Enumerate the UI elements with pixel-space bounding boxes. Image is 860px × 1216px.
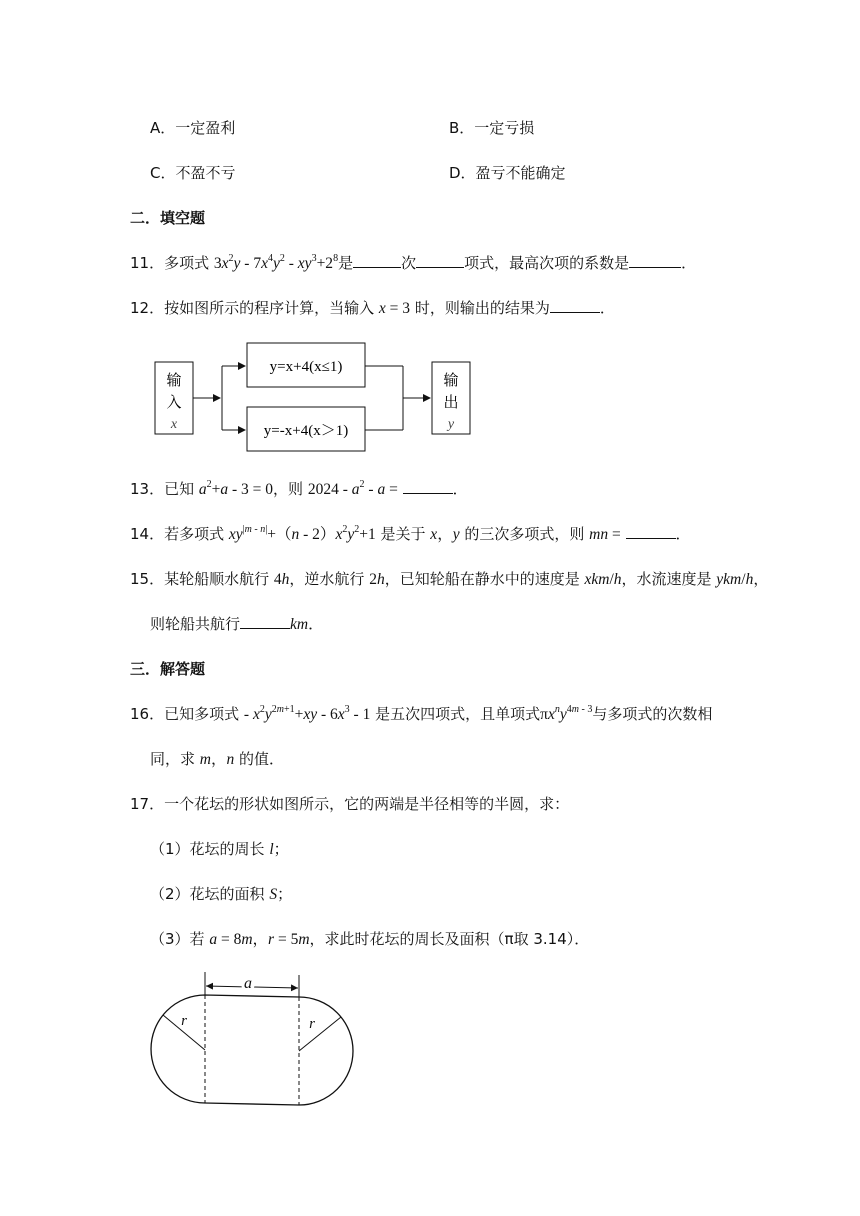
- q16-polynomial: - $x^2y^{2m+1}+xy - 6x^3 - 1$: [243, 703, 371, 723]
- q16-monomial: $\pi x^ny^{4m - 3}$: [540, 703, 593, 723]
- q17-area-var: S: [269, 886, 278, 903]
- question-14: [130, 524, 691, 545]
- q17-values: a = 8m，r = 5m: [209, 931, 310, 948]
- q14-target: mn =: [589, 526, 621, 543]
- q11-polynomial: $3x^2y - 7x^4y^2 - xy^3+2^8$: [213, 252, 339, 272]
- answer-blank[interactable]: [353, 253, 401, 268]
- q17-part-2: [150, 884, 292, 905]
- q13-equation: $a^2+a - 3 = 0$: [198, 478, 274, 498]
- q14-polynomial: $xy^{|m - n|}+(n - 2)x^2y^2+1$: [228, 523, 376, 543]
- q13-expression: $2024 - a^2$ - a =: [307, 478, 398, 498]
- q13-text: ，则: [273, 480, 304, 498]
- length-a-label: a: [244, 975, 252, 992]
- q16-unknowns: m，n: [199, 751, 235, 768]
- q14-text: 若多项式: [164, 525, 225, 543]
- q11-text: 项式，最高次项的系数是: [464, 254, 630, 272]
- q13-text: 已知: [164, 480, 195, 498]
- answer-blank[interactable]: [629, 253, 681, 268]
- q15-text: ，已知轮船在静水中的速度是: [384, 570, 580, 588]
- section-title-solutions: 三．解答题: [130, 660, 206, 678]
- q14-text: 的三次多项式，则: [464, 525, 585, 543]
- question-number: 15．: [130, 570, 165, 588]
- question-15: 15．某轮船顺水航行 4h，逆水航行 2h，已知轮船在静水中的速度是 xkm/h，水流速度是 ykm/h，: [130, 570, 769, 588]
- input-variable: x: [170, 417, 178, 432]
- question-number: 11．: [130, 254, 165, 272]
- question-12: [130, 298, 615, 319]
- answer-blank[interactable]: [240, 614, 290, 629]
- q15-unit: km: [290, 616, 309, 633]
- question-15-cont: 则轮船共航行 km．: [150, 615, 324, 633]
- option-a: A．一定盈利: [150, 119, 236, 137]
- q16-text: 与多项式的次数相: [592, 705, 713, 723]
- q16-text: 已知多项式: [164, 705, 240, 723]
- question-16: [130, 704, 712, 725]
- q17-text: （2）花坛的面积: [150, 885, 265, 903]
- question-number: 14．: [130, 525, 165, 543]
- q12-text: ．: [599, 299, 615, 317]
- q17-text: 一个花坛的形状如图所示，它的两端是半径相等的半圆，求：: [164, 795, 570, 813]
- q17-text: （3）若: [150, 930, 205, 948]
- radius-right-label: r: [309, 1016, 315, 1032]
- answer-blank[interactable]: [550, 298, 600, 313]
- q15-time-up: 2h: [369, 571, 385, 588]
- option-c: C．不盈不亏: [150, 164, 236, 182]
- q15-text: 则轮船共航行: [150, 615, 241, 633]
- q15-text: 某轮船顺水航行: [164, 570, 270, 588]
- q15-water-speed: ykm: [716, 571, 742, 588]
- q15-boat-speed: xkm: [584, 571, 610, 588]
- q17-part-1: [150, 839, 289, 860]
- q15-time-down: 4h: [273, 571, 290, 588]
- branch-formula-top: y=x+4(x≤1): [269, 359, 343, 375]
- output-variable: y: [447, 417, 455, 432]
- answer-blank[interactable]: [416, 253, 464, 268]
- question-17: [130, 794, 569, 814]
- output-label: 输: [443, 371, 459, 389]
- question-13: [130, 479, 468, 500]
- question-11: [130, 253, 696, 274]
- answer-blank[interactable]: [403, 479, 453, 494]
- q14-text: ．: [675, 525, 691, 543]
- q17-text: ；: [273, 840, 289, 858]
- input-label: 入: [166, 393, 182, 411]
- program-flowchart: [150, 340, 480, 445]
- q15-text: ，水流速度是: [621, 570, 712, 588]
- q13-text: ．: [452, 480, 468, 498]
- question-16-cont: [150, 749, 284, 770]
- option-d: D．盈亏不能确定: [449, 164, 566, 182]
- option-b: B．一定亏损: [449, 119, 535, 137]
- question-number: 16．: [130, 705, 165, 723]
- answer-blank[interactable]: [626, 524, 676, 539]
- q14-variables: x，y: [430, 526, 460, 543]
- q16-text: 是五次四项式，且单项式: [375, 705, 541, 723]
- q15-text: ，逆水航行: [289, 570, 365, 588]
- q11-text: ．: [681, 254, 697, 272]
- question-number: 12．: [130, 299, 165, 317]
- q17-text: （1）花坛的周长: [150, 840, 265, 858]
- branch-formula-bottom: y=-x+4(x＞1): [263, 423, 349, 439]
- q12-input-value: x = 3: [378, 300, 411, 317]
- flowerbed-figure: [148, 970, 358, 1110]
- q16-text: 同，求: [150, 750, 196, 768]
- q16-text: 的值．: [239, 750, 285, 768]
- q17-part-3: [150, 929, 589, 950]
- q12-text: 按如图所示的程序计算，当输入: [164, 299, 375, 317]
- question-number: 17．: [130, 795, 165, 813]
- q11-text: 是: [338, 254, 354, 272]
- q14-text: 是关于: [380, 525, 426, 543]
- section-title-fill-in: 二．填空题: [130, 209, 206, 227]
- input-label: 输: [166, 371, 182, 389]
- flowerbed-outline: [151, 995, 353, 1105]
- q11-text: 次: [401, 254, 417, 272]
- q17-perimeter-var: l: [269, 841, 274, 858]
- q17-text: ；: [277, 885, 293, 903]
- q15-text: ，: [753, 570, 769, 588]
- q17-text: ，求此时花坛的周长及面积（π取 3.14）．: [309, 930, 590, 948]
- output-label: 出: [443, 393, 459, 411]
- radius-left-label: r: [181, 1013, 187, 1029]
- q12-text: 时，则输出的结果为: [414, 299, 550, 317]
- question-number: 13．: [130, 480, 165, 498]
- q11-text: 多项式: [164, 254, 210, 272]
